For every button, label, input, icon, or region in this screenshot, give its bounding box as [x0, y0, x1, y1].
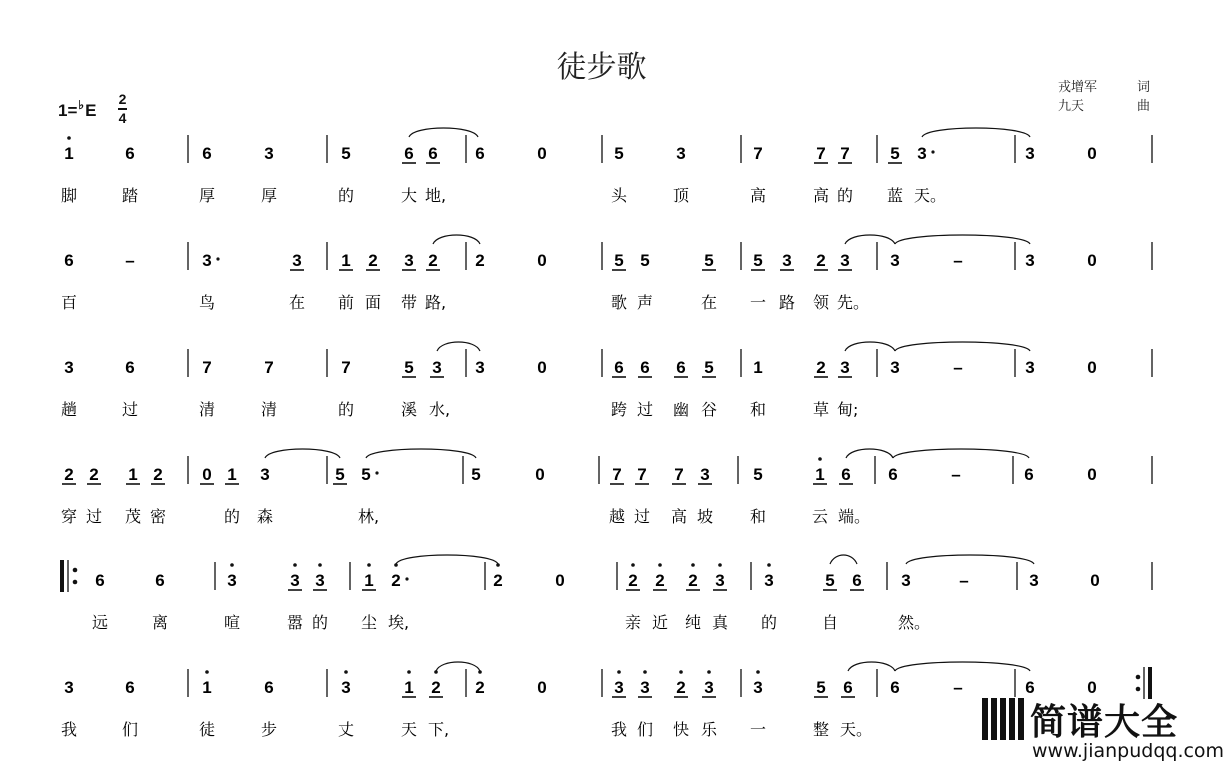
note: 3: [764, 571, 774, 590]
high-octave-dot: [707, 670, 711, 674]
note: 5: [361, 465, 371, 484]
lyric-syllable: 茂: [125, 507, 142, 526]
note: –: [959, 571, 969, 590]
note: 1: [815, 465, 825, 484]
note: 6: [125, 678, 135, 697]
high-octave-dot: [643, 670, 647, 674]
augmentation-dot: [375, 471, 378, 474]
lyric-syllable: 坡: [697, 507, 714, 526]
note: –: [953, 678, 963, 697]
slur: [830, 555, 857, 564]
note: 1: [341, 251, 351, 270]
note: 6: [843, 678, 853, 697]
note: 1: [364, 571, 374, 590]
note: 1: [64, 144, 74, 163]
note: 5: [335, 465, 345, 484]
note: 3: [700, 465, 710, 484]
lyric-syllable: 跨: [611, 400, 628, 419]
slur: [893, 449, 1029, 458]
lyric-syllable: 幽: [673, 400, 690, 419]
key-tonic: E: [85, 101, 97, 120]
note: 0: [1087, 678, 1097, 697]
note: 2: [493, 571, 503, 590]
lyric-syllable: 顶: [673, 186, 690, 205]
note: 3: [1025, 358, 1035, 377]
note: 2: [816, 358, 826, 377]
note: 2: [475, 251, 485, 270]
note: 5: [614, 144, 624, 163]
lyric-syllable: 我: [611, 720, 628, 739]
high-octave-dot: [631, 563, 635, 567]
note: 3: [704, 678, 714, 697]
lyric-syllable: 水,: [429, 400, 451, 419]
lyric-syllable: 和: [750, 400, 767, 419]
lyric-syllable: 步: [261, 720, 278, 739]
lyric-syllable: 脚: [61, 186, 78, 205]
lyric-syllable: 厚: [199, 186, 216, 205]
repeat-dot: [73, 580, 78, 585]
note: 1: [128, 465, 138, 484]
note: 2: [391, 571, 401, 590]
note: 3: [227, 571, 237, 590]
note: 0: [1087, 358, 1097, 377]
lyric-syllable: 头: [611, 186, 628, 205]
slur: [845, 235, 895, 244]
note: 3: [840, 358, 850, 377]
lyric-syllable: 高: [750, 186, 767, 205]
note: 7: [674, 465, 684, 484]
note: 3: [640, 678, 650, 697]
note: 6: [428, 144, 438, 163]
lyricist-role: 词: [1136, 80, 1150, 95]
high-octave-dot: [617, 670, 621, 674]
lyric-syllable: 自: [822, 613, 839, 632]
lyric-syllable: 密: [150, 507, 167, 526]
note: 3: [432, 358, 442, 377]
note: –: [951, 465, 961, 484]
lyric-syllable: 近: [652, 613, 669, 632]
lyric-syllable: 的: [338, 400, 355, 419]
lyric-syllable: 和: [750, 507, 767, 526]
note: 2: [475, 678, 485, 697]
lyric-syllable: 越: [609, 507, 626, 526]
note: 0: [1087, 465, 1097, 484]
lyric-syllable: 快: [673, 720, 690, 739]
lyric-syllable: 清: [261, 400, 278, 419]
note: 2: [64, 465, 74, 484]
lyric-syllable: 嚣: [287, 613, 304, 632]
high-octave-dot: [318, 563, 322, 567]
note: 1: [227, 465, 237, 484]
note: 6: [1025, 678, 1035, 697]
high-octave-dot: [679, 670, 683, 674]
high-octave-dot: [658, 563, 662, 567]
slur: [433, 235, 480, 244]
note: 2: [688, 571, 698, 590]
slur: [409, 128, 478, 137]
lyric-syllable: 的: [312, 613, 329, 632]
lyric-syllable: 草: [813, 400, 830, 419]
note: 3: [315, 571, 325, 590]
lyric-syllable: 蓝: [887, 186, 904, 205]
lyric-syllable: 尘: [361, 613, 378, 632]
slur: [366, 449, 476, 458]
slur: [895, 342, 1030, 351]
note: 6: [264, 678, 274, 697]
lyric-syllable: 百: [61, 293, 78, 312]
lyric-syllable: 清: [199, 400, 216, 419]
note: 6: [640, 358, 650, 377]
slur: [436, 662, 480, 671]
note: 2: [89, 465, 99, 484]
lyric-syllable: 们: [122, 720, 139, 739]
note: 7: [637, 465, 647, 484]
lyric-syllable: 路,: [425, 293, 447, 312]
lyric-syllable: 前: [338, 293, 355, 312]
watermark: [980, 692, 1224, 765]
lyric-syllable: 一: [750, 720, 767, 739]
lyric-syllable: 的: [761, 613, 778, 632]
note: 7: [840, 144, 850, 163]
high-octave-dot: [718, 563, 722, 567]
high-octave-dot: [756, 670, 760, 674]
high-octave-dot: [818, 457, 822, 461]
lyricist-name: 戎增军: [1058, 80, 1098, 95]
slur: [265, 449, 340, 458]
repeat-dot: [73, 568, 78, 573]
lyric-syllable: 在: [289, 293, 306, 312]
note: 6: [475, 144, 485, 163]
note: 3: [202, 251, 212, 270]
note: 3: [290, 571, 300, 590]
meter-bottom: 4: [118, 109, 127, 126]
note: 3: [917, 144, 927, 163]
note: 6: [614, 358, 624, 377]
lyric-syllable: 天。: [914, 186, 947, 205]
piano-keys-icon: [982, 698, 1024, 740]
lyric-syllable: 大: [401, 186, 418, 205]
note: 3: [614, 678, 624, 697]
note: 6: [1024, 465, 1034, 484]
high-octave-dot: [407, 670, 411, 674]
lyric-syllable: 远: [92, 613, 109, 632]
lyric-syllable: 踏: [122, 186, 139, 205]
note: 6: [676, 358, 686, 377]
note: 0: [1090, 571, 1100, 590]
lyric-syllable: 云: [812, 507, 829, 526]
note: 3: [753, 678, 763, 697]
lyric-syllable: 带: [401, 293, 418, 312]
lyric-syllable: 我: [61, 720, 78, 739]
note: 3: [404, 251, 414, 270]
high-octave-dot: [67, 136, 71, 140]
note: 3: [64, 358, 74, 377]
note: –: [125, 251, 135, 270]
note: 3: [475, 358, 485, 377]
note: 7: [341, 358, 351, 377]
note: 0: [1087, 251, 1097, 270]
lyric-syllable: 亲: [625, 613, 642, 632]
lyric-syllable: 过: [122, 400, 139, 419]
slur: [848, 662, 895, 671]
note: 3: [782, 251, 792, 270]
note: 0: [202, 465, 212, 484]
lyric-syllable: 森: [257, 507, 274, 526]
lyric-syllable: 天。: [840, 720, 873, 739]
lyric-syllable: 高: [813, 186, 830, 205]
note: 1: [202, 678, 212, 697]
lyric-syllable: 纯: [685, 613, 702, 632]
high-octave-dot: [205, 670, 209, 674]
high-octave-dot: [293, 563, 297, 567]
lyric-syllable: 离: [152, 613, 169, 632]
note: 5: [816, 678, 826, 697]
note: 0: [555, 571, 565, 590]
lyric-syllable: 喧: [224, 613, 241, 632]
note: 0: [537, 144, 547, 163]
note: 7: [264, 358, 274, 377]
note: 5: [640, 251, 650, 270]
note: 0: [535, 465, 545, 484]
repeat-dot: [1136, 687, 1141, 692]
lyric-syllable: 过: [634, 507, 651, 526]
note: 5: [704, 251, 714, 270]
note: 3: [341, 678, 351, 697]
note: 3: [890, 251, 900, 270]
note: 6: [95, 571, 105, 590]
note: 3: [715, 571, 725, 590]
note: 0: [1087, 144, 1097, 163]
composer-name: 九天: [1058, 99, 1085, 114]
lyric-syllable: 们: [637, 720, 654, 739]
lyric-syllable: 声: [637, 293, 654, 312]
note: 6: [841, 465, 851, 484]
high-octave-dot: [230, 563, 234, 567]
note: –: [953, 251, 963, 270]
slur: [895, 235, 1030, 244]
note: 3: [901, 571, 911, 590]
high-octave-dot: [367, 563, 371, 567]
slur: [846, 449, 893, 458]
note: 2: [655, 571, 665, 590]
lyric-syllable: 先。: [837, 293, 870, 312]
lyric-syllable: 穿: [61, 507, 78, 526]
lyric-syllable: 地,: [425, 186, 447, 205]
note: 3: [264, 144, 274, 163]
note: 2: [153, 465, 163, 484]
note: 5: [404, 358, 414, 377]
page-title: 徒步歌: [556, 50, 647, 85]
lyric-syllable: 面: [365, 293, 382, 312]
lyric-syllable: 领: [813, 293, 830, 312]
slur: [845, 342, 895, 351]
note: 3: [260, 465, 270, 484]
note: 3: [1025, 251, 1035, 270]
note: 6: [404, 144, 414, 163]
note: 3: [890, 358, 900, 377]
lyric-syllable: 甸;: [837, 400, 859, 419]
note: 0: [537, 358, 547, 377]
slur: [895, 662, 1030, 671]
lyric-syllable: 路: [779, 293, 796, 312]
augmentation-dot: [931, 150, 934, 153]
note: 3: [292, 251, 302, 270]
note: 6: [852, 571, 862, 590]
note: 5: [471, 465, 481, 484]
lyric-syllable: 徒: [199, 720, 216, 739]
note: 3: [1025, 144, 1035, 163]
note: 3: [676, 144, 686, 163]
lyric-syllable: 鸟: [199, 293, 216, 312]
lyric-syllable: 丈: [338, 720, 355, 739]
lyric-syllable: 厚: [261, 186, 278, 205]
repeat-dot: [1136, 675, 1141, 680]
lyric-syllable: 一: [750, 293, 767, 312]
note: 2: [368, 251, 378, 270]
note: 1: [404, 678, 414, 697]
lyric-syllable: 高: [671, 507, 688, 526]
note: 3: [1029, 571, 1039, 590]
note: 5: [753, 465, 763, 484]
note: –: [953, 358, 963, 377]
composer-role: 曲: [1136, 99, 1150, 114]
watermark-name: 简谱大全: [1030, 702, 1179, 743]
lyric-syllable: 端。: [838, 507, 871, 526]
note: 2: [816, 251, 826, 270]
lyric-syllable: 下,: [428, 720, 450, 739]
note: 5: [341, 144, 351, 163]
note: 6: [888, 465, 898, 484]
note: 7: [816, 144, 826, 163]
lyric-syllable: 埃,: [388, 613, 410, 632]
note: 6: [125, 358, 135, 377]
lyric-syllable: 歌: [611, 293, 628, 312]
key-prefix: 1=: [58, 101, 78, 120]
note: 5: [825, 571, 835, 590]
meter-top: 2: [118, 91, 127, 107]
lyric-syllable: 过: [637, 400, 654, 419]
note: 7: [612, 465, 622, 484]
high-octave-dot: [691, 563, 695, 567]
lyric-syllable: 林,: [358, 507, 380, 526]
note: 2: [628, 571, 638, 590]
lyric-syllable: 谷: [701, 400, 718, 419]
watermark-url: www.jianpudqq.com: [1032, 740, 1224, 762]
lyric-syllable: 真: [712, 613, 729, 632]
augmentation-dot: [405, 577, 408, 580]
lyric-syllable: 的: [224, 507, 241, 526]
slur: [906, 555, 1034, 564]
lyric-syllable: 溪: [401, 400, 418, 419]
lyric-syllable: 整: [813, 720, 830, 739]
note: 2: [428, 251, 438, 270]
high-octave-dot: [344, 670, 348, 674]
lyric-syllable: 过: [86, 507, 103, 526]
note: 1: [753, 358, 763, 377]
note: 0: [537, 251, 547, 270]
note: 7: [202, 358, 212, 377]
note: 5: [704, 358, 714, 377]
note: 2: [431, 678, 441, 697]
slur: [922, 128, 1030, 137]
lyric-syllable: 趟: [61, 400, 78, 419]
note: 5: [890, 144, 900, 163]
note: 6: [155, 571, 165, 590]
lyric-syllable: 乐: [701, 720, 718, 739]
lyric-syllable: 天: [401, 720, 418, 739]
note: 5: [753, 251, 763, 270]
flat-sign: ♭: [78, 98, 85, 112]
note: 6: [202, 144, 212, 163]
note: 5: [614, 251, 624, 270]
note: 0: [537, 678, 547, 697]
note: 6: [64, 251, 74, 270]
note: 3: [840, 251, 850, 270]
slur: [437, 342, 480, 351]
high-octave-dot: [767, 563, 771, 567]
note: 6: [890, 678, 900, 697]
lyric-syllable: 然。: [898, 613, 931, 632]
note: 7: [753, 144, 763, 163]
slur: [396, 555, 498, 564]
augmentation-dot: [216, 257, 219, 260]
lyric-syllable: 的: [338, 186, 355, 205]
lyric-syllable: 的: [837, 186, 854, 205]
note: 3: [64, 678, 74, 697]
note: 2: [676, 678, 686, 697]
lyric-syllable: 在: [701, 293, 718, 312]
note: 6: [125, 144, 135, 163]
